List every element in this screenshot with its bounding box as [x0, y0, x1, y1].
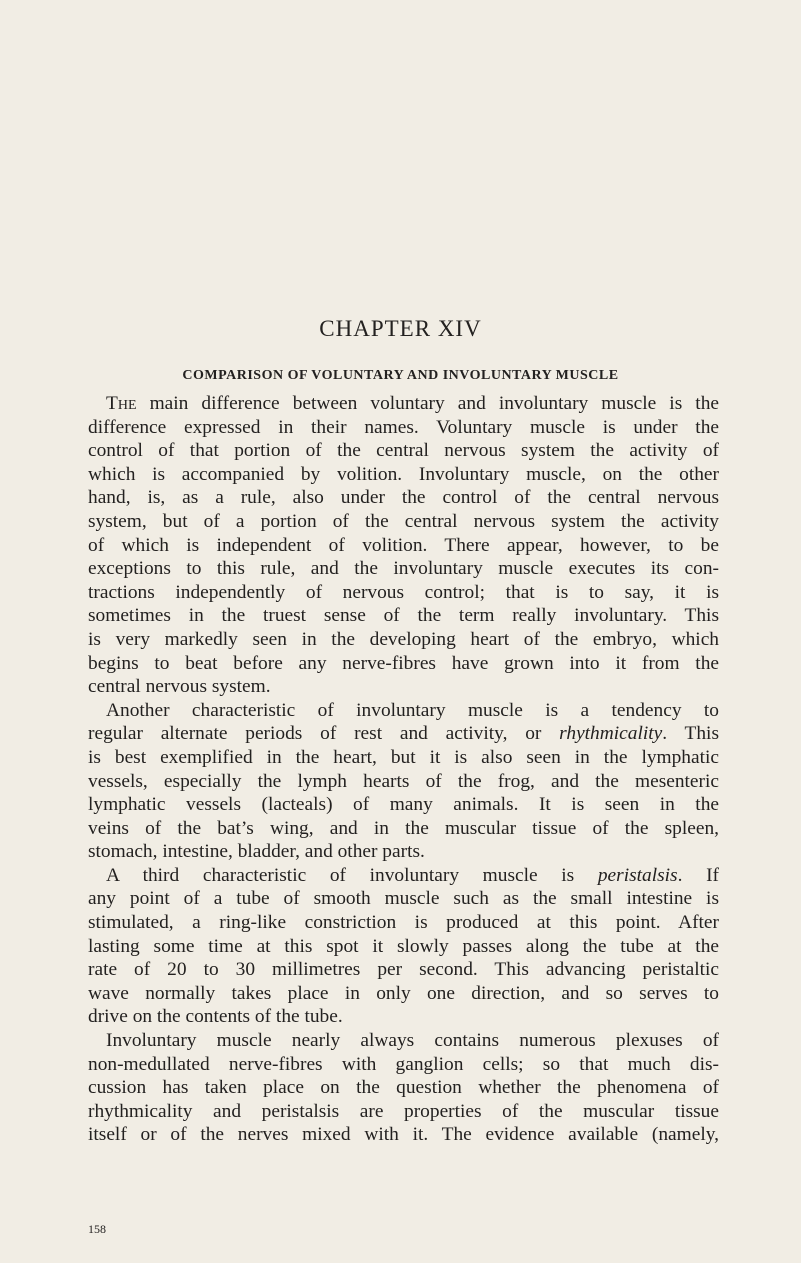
text-line — [88, 911, 719, 935]
line-text: drive on the contents of the tube. — [88, 1006, 343, 1028]
text-line — [88, 628, 719, 652]
line-text: cussion has taken place on the question whether the phenomena of — [88, 1077, 719, 1099]
text-line — [88, 1005, 719, 1029]
paragraph — [88, 1029, 719, 1147]
chapter-subtitle: COMPARISON OF VOLUNTARY AND INVOLUNTARY MUSCLE — [182, 368, 619, 383]
line-text: any point of a tube of smooth muscle such as the small intestine is — [88, 888, 719, 910]
text-line — [88, 1053, 719, 1077]
line-text: non-medullated nerve-fibres with ganglion cells; so that much dis- — [88, 1053, 719, 1075]
lead-word: The — [106, 393, 137, 414]
line-text: regular alternate periods of rest and activity, or — [88, 723, 560, 745]
line-text: stimulated, a ring-like constriction is produced at this point. After — [88, 912, 719, 934]
text-line — [88, 416, 719, 440]
line-text: Another characteristic of involuntary muscle is a tendency to — [106, 699, 719, 721]
line-text: vessels, especially the lymph hearts of the frog, and the mesenteric — [88, 770, 719, 792]
line-text: lasting some time at this spot it slowly passes along the tube at the — [88, 935, 719, 957]
text-line — [88, 463, 719, 487]
text-line — [88, 817, 719, 841]
text-line — [88, 1029, 719, 1053]
text-line — [88, 439, 719, 463]
text-line — [88, 604, 719, 628]
line-text: rhythmicality and peristalsis are properties of the muscular tissue — [88, 1100, 719, 1122]
text-line — [88, 887, 719, 911]
line-text: which is accompanied by volition. Involuntary muscle, on the other — [88, 463, 719, 485]
text-line — [88, 1076, 719, 1100]
line-text: A third characteristic of involuntary muscle is — [106, 864, 598, 886]
text-line — [88, 770, 719, 794]
text-line — [88, 935, 719, 959]
line-text-after: . If — [677, 864, 719, 886]
text-line — [88, 581, 719, 605]
emphasized-term: peristalsis — [597, 864, 678, 886]
line-text: Involuntary muscle nearly always contains numerous plexuses of — [106, 1030, 719, 1052]
text-line — [88, 1123, 719, 1147]
line-text: begins to beat before any nerve-fibres have grown into it from the — [88, 652, 719, 674]
text-line — [88, 793, 719, 817]
line-text: sometimes in the truest sense of the term really involuntary. This — [88, 605, 719, 627]
text-line — [88, 534, 719, 558]
text-line — [88, 557, 719, 581]
text-line — [88, 746, 719, 770]
line-text: tractions independently of nervous control; that is to say, it is — [88, 581, 719, 603]
body-text — [88, 392, 719, 1147]
emphasized-term: rhythmicality — [559, 723, 663, 745]
text-line — [88, 722, 719, 746]
paragraph — [88, 699, 719, 864]
line-text: system, but of a portion of the central nervous system the activity — [88, 510, 719, 532]
text-line — [88, 392, 719, 416]
line-text: rate of 20 to 30 millimetres per second. This advancing peristaltic — [88, 959, 719, 981]
line-text: central nervous system. — [88, 676, 271, 698]
line-text: main difference between voluntary and involuntary muscle is the — [136, 393, 719, 414]
chapter-title: CHAPTER XIV — [319, 316, 482, 341]
line-text: is very markedly seen in the developing heart of the embryo, which — [88, 628, 719, 650]
line-text: is best exemplified in the heart, but it is also seen in the lymphatic — [88, 746, 719, 768]
page-number: 158 — [88, 1222, 106, 1236]
line-text: stomach, intestine, bladder, and other parts. — [88, 841, 425, 863]
line-text: hand, is, as a rule, also under the control of the central nervous — [88, 487, 719, 509]
text-line — [88, 652, 719, 676]
line-text: wave normally takes place in only one direction, and so serves to — [88, 982, 719, 1004]
line-text: control of that portion of the central nervous system the activity of — [88, 440, 719, 462]
text-line — [88, 699, 719, 723]
text-line — [88, 486, 719, 510]
text-line — [88, 982, 719, 1006]
text-line — [88, 840, 719, 864]
text-line — [88, 510, 719, 534]
text-line — [88, 1100, 719, 1124]
line-text-after: . This — [662, 723, 719, 745]
text-line — [88, 675, 719, 699]
text-line — [88, 864, 719, 888]
line-text: difference expressed in their names. Voluntary muscle is under the — [88, 416, 719, 438]
paragraph — [88, 392, 719, 699]
line-text: of which is independent of volition. There appear, however, to be — [88, 534, 719, 556]
text-line — [88, 958, 719, 982]
line-text: veins of the bat’s wing, and in the muscular tissue of the spleen, — [88, 817, 719, 839]
paragraph — [88, 864, 719, 1029]
line-text: lymphatic vessels (lacteals) of many animals. It is seen in the — [88, 794, 719, 816]
line-text: itself or of the nerves mixed with it. The evidence available (namely, — [88, 1124, 719, 1146]
line-text: exceptions to this rule, and the involuntary muscle executes its con- — [88, 558, 719, 580]
